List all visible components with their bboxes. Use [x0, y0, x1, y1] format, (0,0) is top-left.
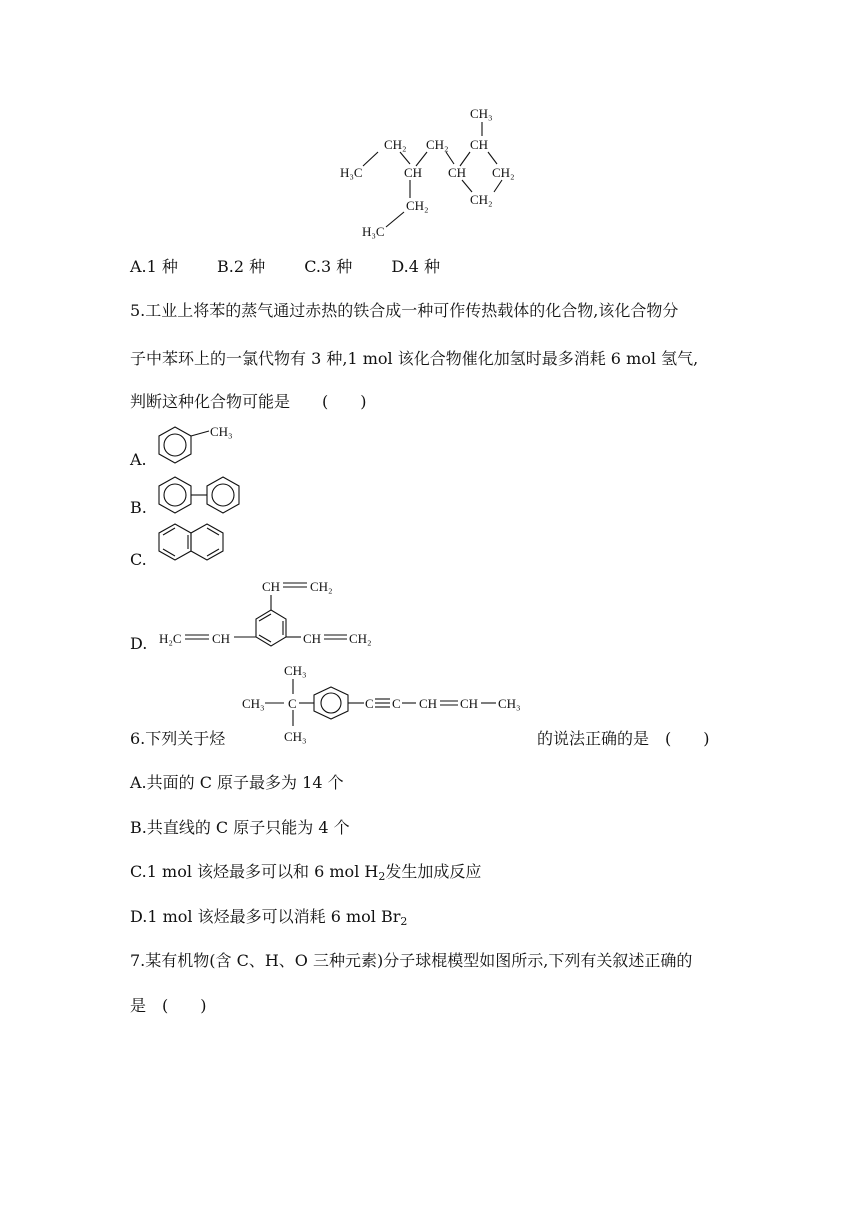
q5-text-line-2: 子中苯环上的一氯代物有 3 种,1 mol 该化合物催化加氢时最多消耗 6 mol 氢气, [130, 349, 699, 368]
q4-option-b[interactable]: B.2 种 [217, 257, 266, 276]
q5-d-right-ch2: CH₂ [349, 631, 372, 646]
q4-structure-diagram [330, 100, 530, 245]
q6-c-center: C [288, 696, 297, 711]
q6-ch3-top: CH₃ [284, 663, 307, 678]
q7-text-line-1: 7.某有机物(含 C、H、O 三种元素)分子球棍模型如图所示,下列有关叙述正确的 [130, 951, 693, 970]
q5-d-top-ch2: CH₂ [310, 579, 333, 594]
q5-option-d-trivinylbenzene [155, 574, 395, 660]
q5-option-d-label[interactable]: D. [130, 634, 148, 653]
q6-option-c-post: 发生加成反应 [385, 862, 482, 881]
q6-ch-a: CH [419, 696, 438, 711]
q5-a-ch3: CH₃ [210, 424, 233, 439]
q6-option-c-pre: C.1 mol 该烃最多可以和 6 mol H [130, 862, 379, 881]
q5-option-c-naphthalene [155, 521, 235, 565]
q5-option-a-label[interactable]: A. [130, 450, 147, 469]
q6-ch-b: CH [460, 696, 479, 711]
q4-h3c-bottom: H₃C [362, 224, 385, 239]
q6-option-b[interactable]: B.共直线的 C 原子只能为 4 个 [130, 818, 350, 837]
q4-options [130, 257, 440, 277]
q4-ch-mid: CH [404, 165, 423, 180]
q5-option-a-toluene [155, 424, 250, 468]
q6-option-c[interactable] [130, 862, 481, 882]
q4-ch2-ring-right: CH₂ [492, 165, 515, 180]
q5-d-top-ch: CH [262, 579, 281, 594]
q4-ch2-a: CH₂ [384, 137, 407, 152]
q6-option-d-pre: D.1 mol 该烃最多可以消耗 6 mol Br [130, 907, 401, 926]
q4-option-c[interactable]: C.3 种 [304, 257, 353, 276]
q4-ch3-top: CH₃ [470, 106, 493, 121]
q4-ch2-b: CH₂ [426, 137, 449, 152]
q5-d-left-ch: CH [212, 631, 231, 646]
q5-option-c-label[interactable]: C. [130, 550, 147, 569]
q5-d-right-ch: CH [303, 631, 322, 646]
q5-option-b-label[interactable]: B. [130, 498, 147, 517]
q6-c2: C [392, 696, 401, 711]
q6-c1: C [365, 696, 374, 711]
q6-option-d[interactable] [130, 907, 407, 927]
q4-ch2-ring-bottom: CH₂ [470, 192, 493, 207]
q6-suffix: 的说法正确的是 ( ) [537, 729, 710, 748]
q6-prefix: 6.下列关于烃 [130, 729, 226, 748]
q6-ch3-left: CH₃ [242, 696, 265, 711]
q4-option-a[interactable]: A.1 种 [130, 257, 178, 276]
q6-ch3-end: CH₃ [498, 696, 521, 711]
q7-text-line-2: 是 ( ) [130, 996, 207, 1015]
q5-option-b-biphenyl [155, 474, 255, 518]
q6-option-c-sub: 2 [378, 870, 386, 883]
q6-option-a[interactable]: A.共面的 C 原子最多为 14 个 [130, 773, 344, 792]
q5-text-line-1: 5.工业上将苯的蒸气通过赤热的铁合成一种可作传热载体的化合物,该化合物分 [130, 301, 679, 320]
q6-structure-diagram [238, 658, 538, 748]
q4-ch-ring: CH [448, 165, 467, 180]
q4-ch-top: CH [470, 137, 489, 152]
q4-ch2-branch: CH₂ [406, 198, 429, 213]
q6-ch3-bottom: CH₃ [284, 729, 307, 744]
q5-text-line-3: 判断这种化合物可能是 ( ) [130, 392, 367, 411]
q6-option-d-sub: 2 [400, 915, 408, 928]
q5-d-left-h2c: H₂C [159, 631, 182, 646]
q4-h3c-left: H₃C [340, 165, 363, 180]
q4-option-d[interactable]: D.4 种 [391, 257, 440, 276]
